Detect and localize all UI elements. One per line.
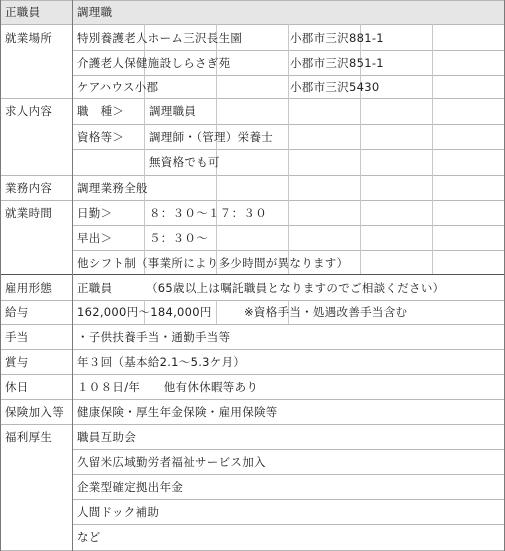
grid-line bbox=[0, 399, 505, 400]
grid-line bbox=[0, 200, 505, 201]
employment-note: （65歳以上は嘱託職員となりますのでご相談ください） bbox=[146, 281, 445, 295]
bonus-value: 年３回（基本給2.1～5.3ケ月） bbox=[77, 355, 246, 369]
welfare-label: 福利厚生 bbox=[5, 430, 53, 444]
qualification-note: 無資格でも可 bbox=[149, 155, 220, 169]
grid-line bbox=[0, 274, 505, 275]
holidays-label: 休日 bbox=[5, 380, 29, 394]
grid-line bbox=[0, 24, 505, 25]
qualification-value: 調理師・（管理）栄養士 bbox=[149, 130, 274, 144]
day-shift-label: 日勤＞ bbox=[77, 206, 113, 220]
grid-line bbox=[0, 0, 505, 1]
grid-line bbox=[0, 0, 1, 551]
grid-line bbox=[0, 300, 505, 301]
grid-line bbox=[288, 24, 289, 274]
header-row bbox=[0, 0, 505, 24]
day-shift-value: ８：３０～１７：３０ bbox=[149, 206, 267, 220]
grid-line bbox=[0, 374, 505, 375]
salary-note: ※資格手当・処遇改善手当含む bbox=[244, 305, 408, 319]
allowance-value: ・子供扶養手当・通勤手当等 bbox=[77, 330, 231, 344]
job-type-value: 調理職員 bbox=[149, 104, 197, 118]
job-content-label: 求人内容 bbox=[5, 104, 53, 118]
early-shift-label: 早出＞ bbox=[77, 231, 113, 245]
grid-line bbox=[0, 424, 505, 425]
employment-value: 正職員 bbox=[77, 281, 113, 295]
welfare-item: 企業型確定拠出年金 bbox=[77, 480, 184, 494]
grid-line bbox=[72, 474, 505, 475]
salary-value: 162,000円～184,000円 bbox=[77, 305, 212, 319]
grid-line bbox=[0, 98, 505, 99]
insurance-value: 健康保険・厚生年金保険・雇用保険等 bbox=[77, 405, 278, 419]
grid-line bbox=[432, 24, 433, 274]
header-label-job: 調理職 bbox=[77, 5, 113, 19]
hours-label: 就業時間 bbox=[5, 206, 53, 220]
grid-line bbox=[72, 449, 505, 450]
workplace-address: 小郡市三沢851-1 bbox=[290, 56, 384, 70]
workplace-name: 介護老人保健施設しらさぎ苑 bbox=[77, 56, 231, 70]
workplace-name: 特別養護老人ホーム三沢長生園 bbox=[77, 31, 243, 45]
welfare-item: 久留米広域勤労者福祉サービス加入 bbox=[77, 455, 266, 469]
grid-line bbox=[0, 349, 505, 350]
grid-line bbox=[0, 324, 505, 325]
welfare-item: 職員互助会 bbox=[77, 430, 136, 444]
duties-label: 業務内容 bbox=[5, 181, 53, 195]
bonus-label: 賞与 bbox=[5, 355, 29, 369]
header-label-employment: 正職員 bbox=[5, 5, 41, 19]
holidays-value: １０８日/年 他有休休暇等あり bbox=[77, 380, 259, 394]
workplace-address: 小郡市三沢881-1 bbox=[290, 31, 384, 45]
allowance-label: 手当 bbox=[5, 330, 29, 344]
duties-value: 調理業務全般 bbox=[77, 181, 148, 195]
employment-label: 雇用形態 bbox=[5, 281, 53, 295]
grid-line bbox=[216, 300, 217, 324]
insurance-label: 保険加入等 bbox=[5, 405, 64, 419]
grid-line bbox=[72, 0, 73, 551]
grid-line bbox=[72, 524, 505, 525]
workplace-name: ケアハウス小郡 bbox=[77, 80, 159, 94]
other-shift-note: 他シフト制（事業所により多少時間が異なります） bbox=[77, 256, 349, 270]
salary-label: 給与 bbox=[5, 305, 29, 319]
grid-line bbox=[0, 175, 505, 176]
welfare-item: 人間ドック補助 bbox=[77, 505, 160, 519]
workplace-label: 就業場所 bbox=[5, 31, 53, 45]
qualification-label: 資格等＞ bbox=[77, 130, 125, 144]
workplace-address: 小郡市三沢5430 bbox=[290, 80, 380, 94]
welfare-item: など bbox=[77, 530, 101, 544]
job-type-label: 職 種＞ bbox=[77, 104, 125, 118]
early-shift-value: ５：３０～ bbox=[149, 231, 208, 245]
grid-line bbox=[72, 499, 505, 500]
